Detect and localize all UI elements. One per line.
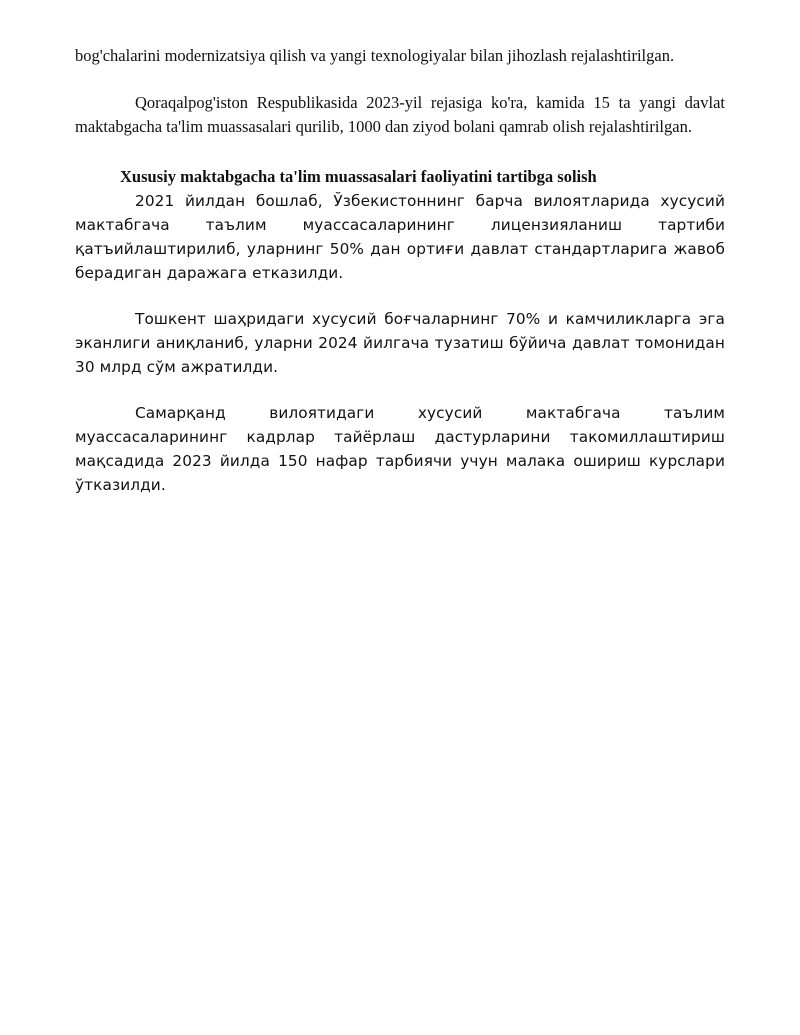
paragraph-licensing: 2021 йилдан бошлаб, Ўзбекистоннинг барча вилоятларида хусусий мактабгача таълим муассасаларининг лицензияланиш тартиби қатъийлаштирилиб, уларнинг 50% дан ортиғи давлат стандартларига жавоб берадиган даражага етказилди. bbox=[75, 192, 725, 282]
paragraph-karakalpakstan: Qoraqalpog'iston Respublikasida 2023-yil rejasiga ko'ra, kamida 15 ta yangi davlat maktabgacha ta'lim muassasalari qurilib, 1000 dan ziyod bolani qamrab olish rejalashtirilgan. bbox=[75, 93, 725, 136]
document-body bbox=[75, 44, 725, 497]
paragraph-samarkand: Самарқанд вилоятидаги хусусий мактабгача таълим муассасаларининг кадрлар тайёрлаш дастурларини такомиллаштириш мақсадида 2023 йилда 150 нафар тарбиячи учун малака ошириш курслари ўтказилди. bbox=[75, 404, 725, 494]
paragraph-tashkent: Тошкент шаҳридаги хусусий боғчаларнинг 70% и камчиликларга эга эканлиги аниқланиб, уларни 2024 йилгача тузатиш бўйича давлат томонидан 30 млрд сўм ажратилди. bbox=[75, 310, 725, 376]
paragraph-continuation: bog'chalarini modernizatsiya qilish va yangi texnologiyalar bilan jihozlash rejalashtirilgan. bbox=[75, 46, 675, 65]
section-heading: Xususiy maktabgacha ta'lim muassasalari faoliyatini tartibga solish bbox=[120, 167, 597, 186]
